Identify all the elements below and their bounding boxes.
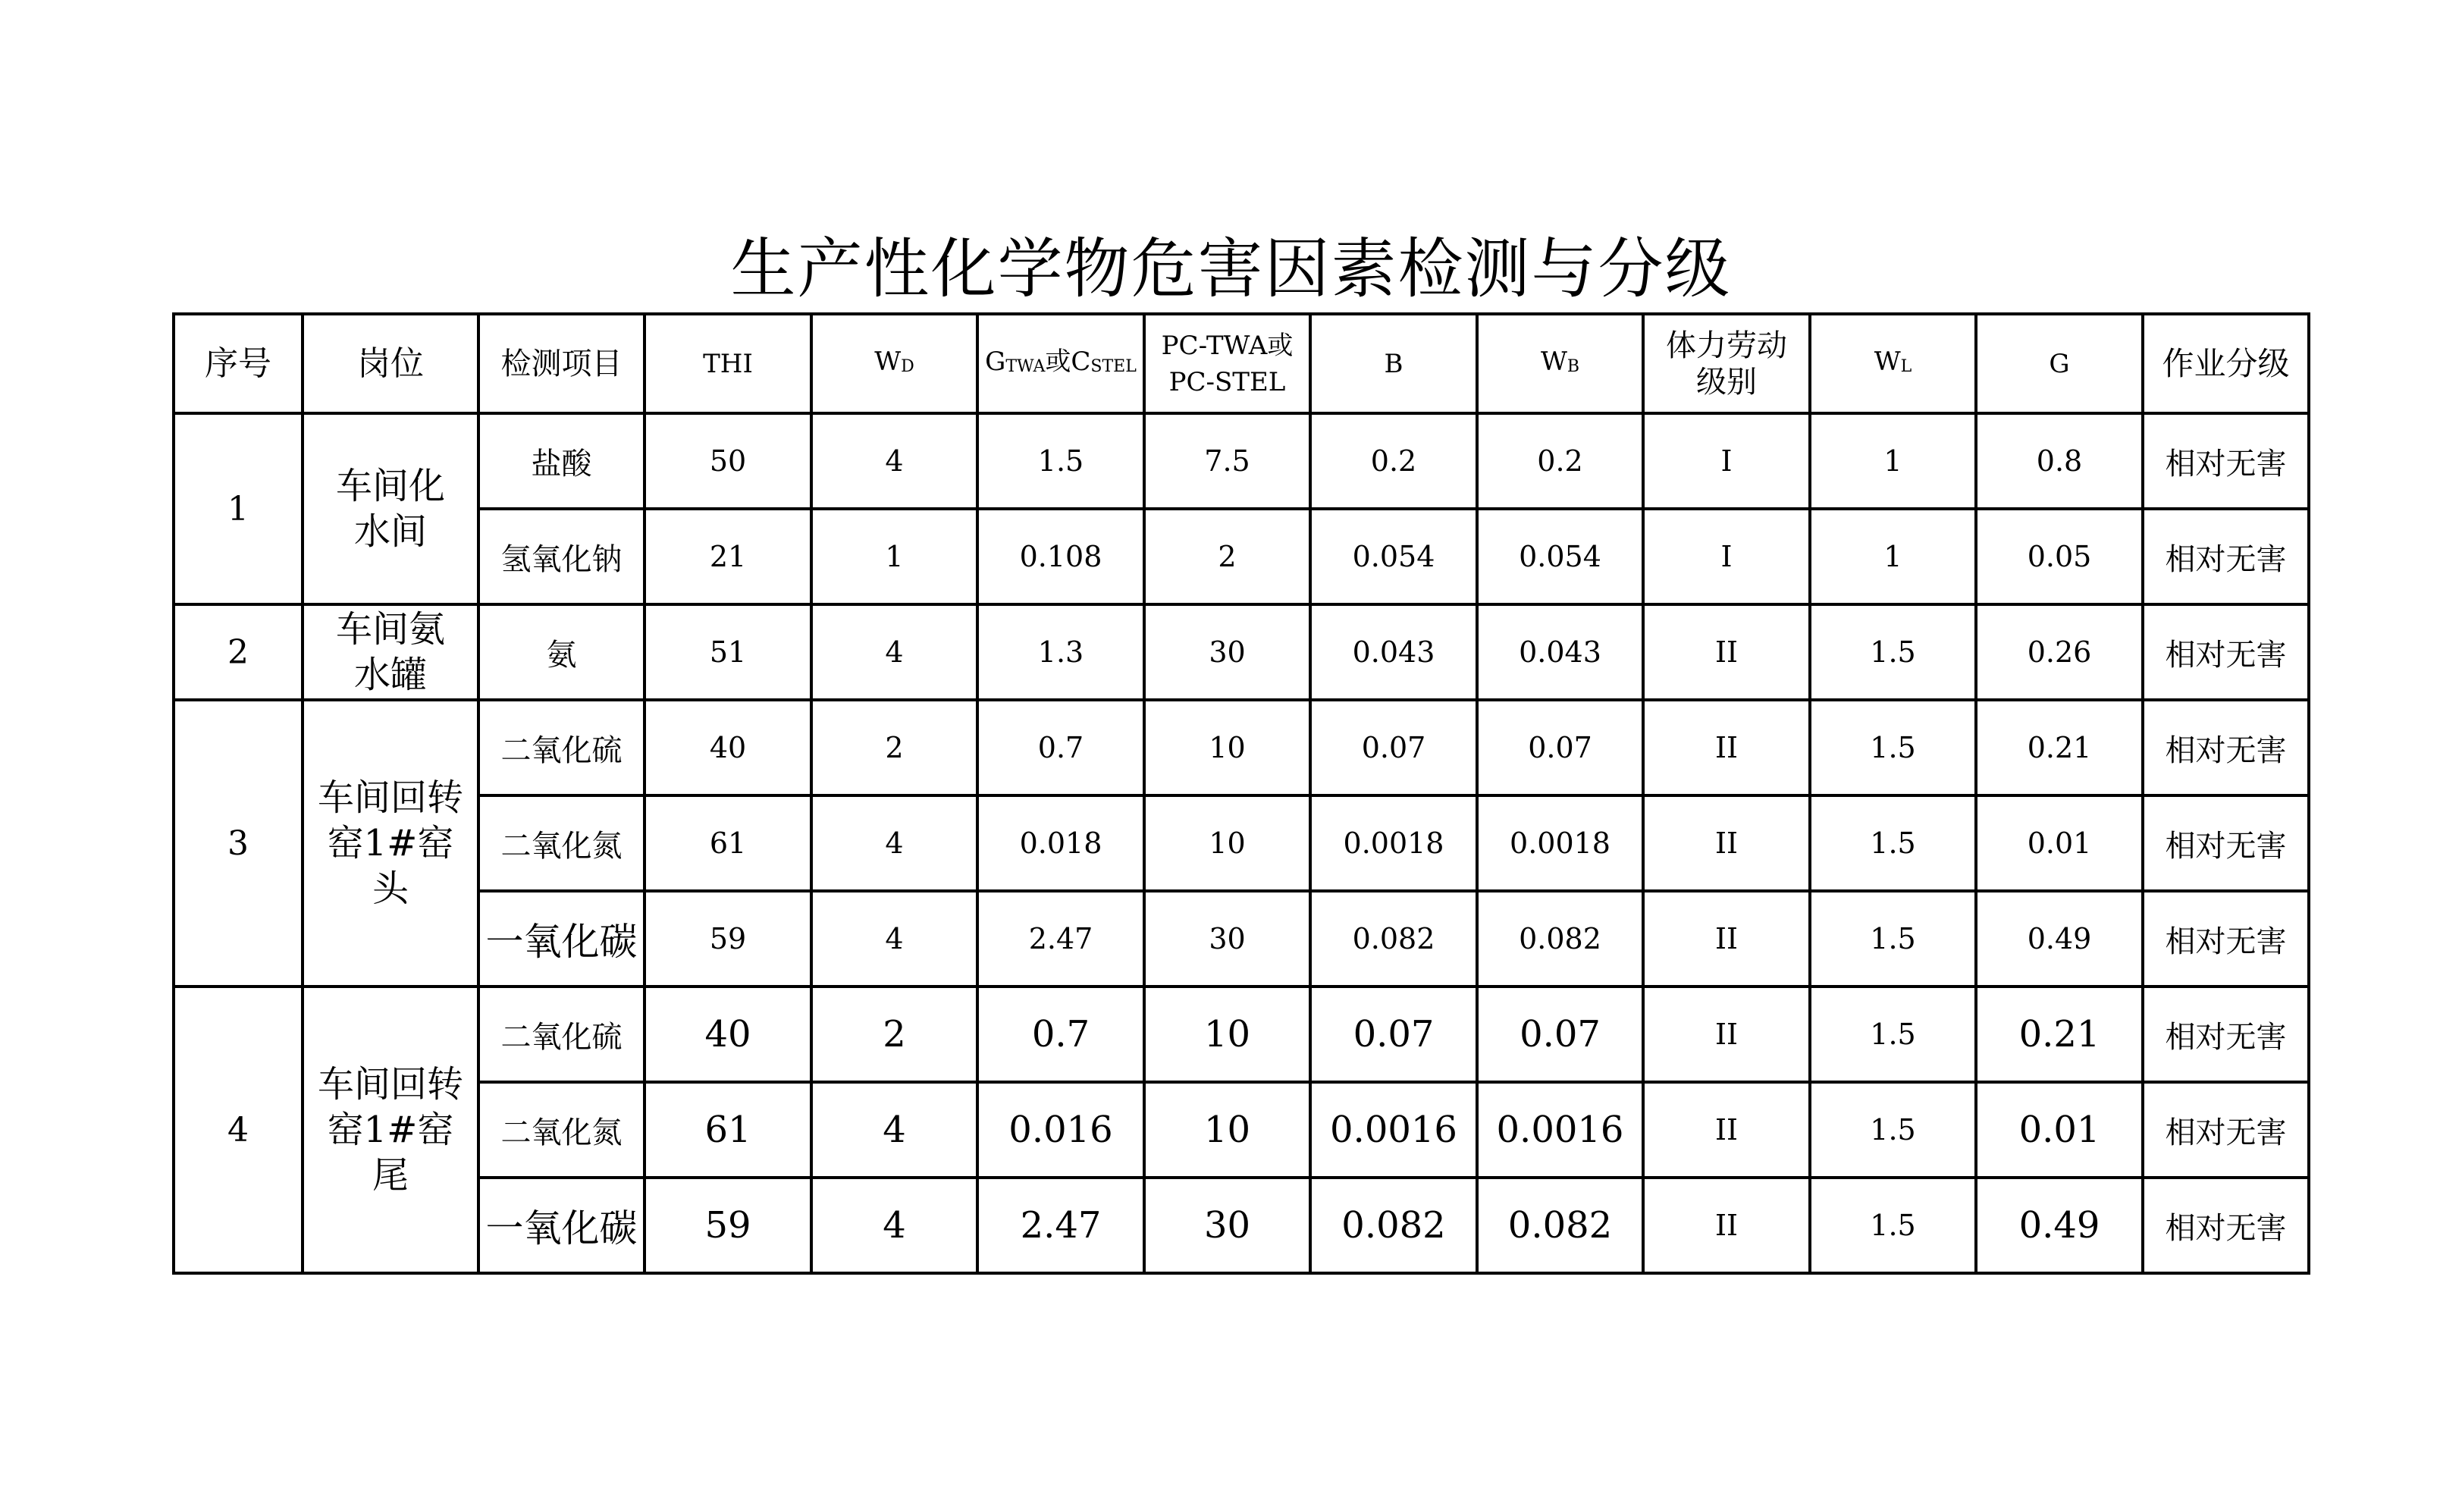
cell-wd: 4: [811, 1178, 977, 1273]
cell-concentration: 0.7: [977, 987, 1144, 1082]
cell-labor-level: II: [1643, 891, 1810, 987]
table-row: [174, 1082, 2309, 1178]
header-wl: $W_L$: [1810, 314, 1976, 413]
cell-b: 0.0018: [1310, 795, 1477, 891]
cell-b: 0.054: [1310, 509, 1477, 604]
header-wb: $W_B$: [1477, 314, 1643, 413]
cell-item: 一氧化碳: [478, 1178, 645, 1273]
cell-labor-level: I: [1643, 413, 1810, 509]
header-row: [174, 314, 2309, 413]
table-row: [174, 413, 2309, 509]
cell-g: 0.21: [1976, 987, 2143, 1082]
cell-b: 0.07: [1310, 987, 1477, 1082]
cell-item: 盐酸: [478, 413, 645, 509]
table-row: [174, 509, 2309, 604]
cell-item: 二氧化硫: [478, 987, 645, 1082]
table-row: [174, 891, 2309, 987]
cell-item: 二氧化氮: [478, 1082, 645, 1178]
cell-wb: 0.2: [1477, 413, 1643, 509]
cell-thi: 40: [645, 987, 811, 1082]
cell-wd: 4: [811, 413, 977, 509]
cell-wl: 1.5: [1810, 1082, 1976, 1178]
cell-pc-limit: 10: [1144, 700, 1310, 795]
cell-thi: 40: [645, 700, 811, 795]
cell-b: 0.2: [1310, 413, 1477, 509]
cell-seq: 1: [174, 413, 303, 604]
post-label: 车间化水间: [335, 465, 445, 553]
cell-grade: 相对无害: [2143, 1178, 2309, 1273]
cell-g: 0.21: [1976, 700, 2143, 795]
cell-b: 0.07: [1310, 700, 1477, 795]
cell-wl: 1.5: [1810, 700, 1976, 795]
cell-b: 0.082: [1310, 1178, 1477, 1273]
cell-wd: 2: [811, 700, 977, 795]
cell-wl: 1.5: [1810, 987, 1976, 1082]
cell-grade: 相对无害: [2143, 509, 2309, 604]
cell-wl: 1.5: [1810, 891, 1976, 987]
header-post: 岗位: [303, 314, 478, 413]
cell-pc-limit: 30: [1144, 1178, 1310, 1273]
cell-concentration: 1.3: [977, 604, 1144, 700]
cell-wd: 1: [811, 509, 977, 604]
cell-post: [303, 987, 478, 1273]
table-row: [174, 700, 2309, 795]
cell-concentration: 1.5: [977, 413, 1144, 509]
header-thi: THI: [645, 314, 811, 413]
table-row: [174, 1178, 2309, 1273]
cell-grade: 相对无害: [2143, 795, 2309, 891]
cell-thi: 50: [645, 413, 811, 509]
cell-wb: 0.082: [1477, 891, 1643, 987]
header-item: 检测项目: [478, 314, 645, 413]
cell-thi: 51: [645, 604, 811, 700]
cell-item: 氨: [478, 604, 645, 700]
cell-concentration: 2.47: [977, 891, 1144, 987]
cell-pc-limit: 10: [1144, 987, 1310, 1082]
cell-concentration: 0.016: [977, 1082, 1144, 1178]
cell-wb: 0.0018: [1477, 795, 1643, 891]
cell-post: [303, 604, 478, 700]
cell-wd: 4: [811, 795, 977, 891]
cell-wd: 4: [811, 891, 977, 987]
cell-thi: 59: [645, 1178, 811, 1273]
cell-seq: 2: [174, 604, 303, 700]
cell-item: 一氧化碳: [478, 891, 645, 987]
cell-post: [303, 413, 478, 604]
cell-b: 0.082: [1310, 891, 1477, 987]
header-grade: 作业分级: [2143, 314, 2309, 413]
post-label: 车间回转窑1#窑尾: [317, 1063, 463, 1197]
page-title: 生产性化学物危害因素检测与分级: [730, 231, 1732, 307]
cell-item: 氢氧化钠: [478, 509, 645, 604]
cell-grade: 相对无害: [2143, 604, 2309, 700]
cell-thi: 61: [645, 795, 811, 891]
cell-item: 二氧化氮: [478, 795, 645, 891]
cell-labor-level: II: [1643, 700, 1810, 795]
header-seq: 序号: [174, 314, 303, 413]
cell-wd: 2: [811, 987, 977, 1082]
cell-g: 0.49: [1976, 891, 2143, 987]
cell-labor-level: II: [1643, 1082, 1810, 1178]
table-row: [174, 604, 2309, 700]
cell-labor-level: II: [1643, 604, 1810, 700]
header-ctwa: $G_{TWA}$或$C_{STEL}$: [977, 314, 1144, 413]
cell-pc-limit: 30: [1144, 604, 1310, 700]
post-label: 车间回转窑1#窑头: [317, 776, 463, 910]
cell-wb: 0.082: [1477, 1178, 1643, 1273]
cell-thi: 21: [645, 509, 811, 604]
cell-g: 0.26: [1976, 604, 2143, 700]
cell-wl: 1.5: [1810, 604, 1976, 700]
cell-pc-limit: 10: [1144, 1082, 1310, 1178]
cell-wd: 4: [811, 604, 977, 700]
cell-post: [303, 700, 478, 987]
cell-g: 0.05: [1976, 509, 2143, 604]
cell-b: 0.0016: [1310, 1082, 1477, 1178]
header-labor: 体力劳动 级别: [1643, 314, 1810, 413]
cell-g: 0.8: [1976, 413, 2143, 509]
cell-wb: 0.054: [1477, 509, 1643, 604]
cell-g: 0.01: [1976, 1082, 2143, 1178]
cell-b: 0.043: [1310, 604, 1477, 700]
cell-wb: 0.0016: [1477, 1082, 1643, 1178]
header-wd: $W_D$: [811, 314, 977, 413]
cell-g: 0.49: [1976, 1178, 2143, 1273]
cell-labor-level: II: [1643, 1178, 1810, 1273]
cell-thi: 61: [645, 1082, 811, 1178]
cell-labor-level: I: [1643, 509, 1810, 604]
cell-wb: 0.07: [1477, 987, 1643, 1082]
cell-pc-limit: 7.5: [1144, 413, 1310, 509]
header-pc: PC-TWA或 PC-STEL: [1144, 314, 1310, 413]
header-b: B: [1310, 314, 1477, 413]
cell-pc-limit: 2: [1144, 509, 1310, 604]
cell-concentration: 0.108: [977, 509, 1144, 604]
post-label: 车间氨水罐: [335, 608, 445, 696]
table-row: [174, 987, 2309, 1082]
cell-wl: 1.5: [1810, 795, 1976, 891]
cell-grade: 相对无害: [2143, 413, 2309, 509]
cell-wl: 1: [1810, 509, 1976, 604]
cell-grade: 相对无害: [2143, 1082, 2309, 1178]
cell-concentration: 0.7: [977, 700, 1144, 795]
cell-g: 0.01: [1976, 795, 2143, 891]
cell-grade: 相对无害: [2143, 987, 2309, 1082]
cell-wl: 1: [1810, 413, 1976, 509]
cell-concentration: 0.018: [977, 795, 1144, 891]
cell-grade: 相对无害: [2143, 891, 2309, 987]
cell-wl: 1.5: [1810, 1178, 1976, 1273]
cell-seq: 3: [174, 700, 303, 987]
cell-labor-level: II: [1643, 795, 1810, 891]
cell-seq: 4: [174, 987, 303, 1273]
cell-wd: 4: [811, 1082, 977, 1178]
header-g: G: [1976, 314, 2143, 413]
cell-pc-limit: 10: [1144, 795, 1310, 891]
cell-pc-limit: 30: [1144, 891, 1310, 987]
cell-concentration: 2.47: [977, 1178, 1144, 1273]
cell-grade: 相对无害: [2143, 700, 2309, 795]
cell-wb: 0.043: [1477, 604, 1643, 700]
cell-labor-level: II: [1643, 987, 1810, 1082]
hazard-table: [172, 312, 2310, 1275]
cell-item: 二氧化硫: [478, 700, 645, 795]
cell-wb: 0.07: [1477, 700, 1643, 795]
cell-thi: 59: [645, 891, 811, 987]
table-row: [174, 795, 2309, 891]
